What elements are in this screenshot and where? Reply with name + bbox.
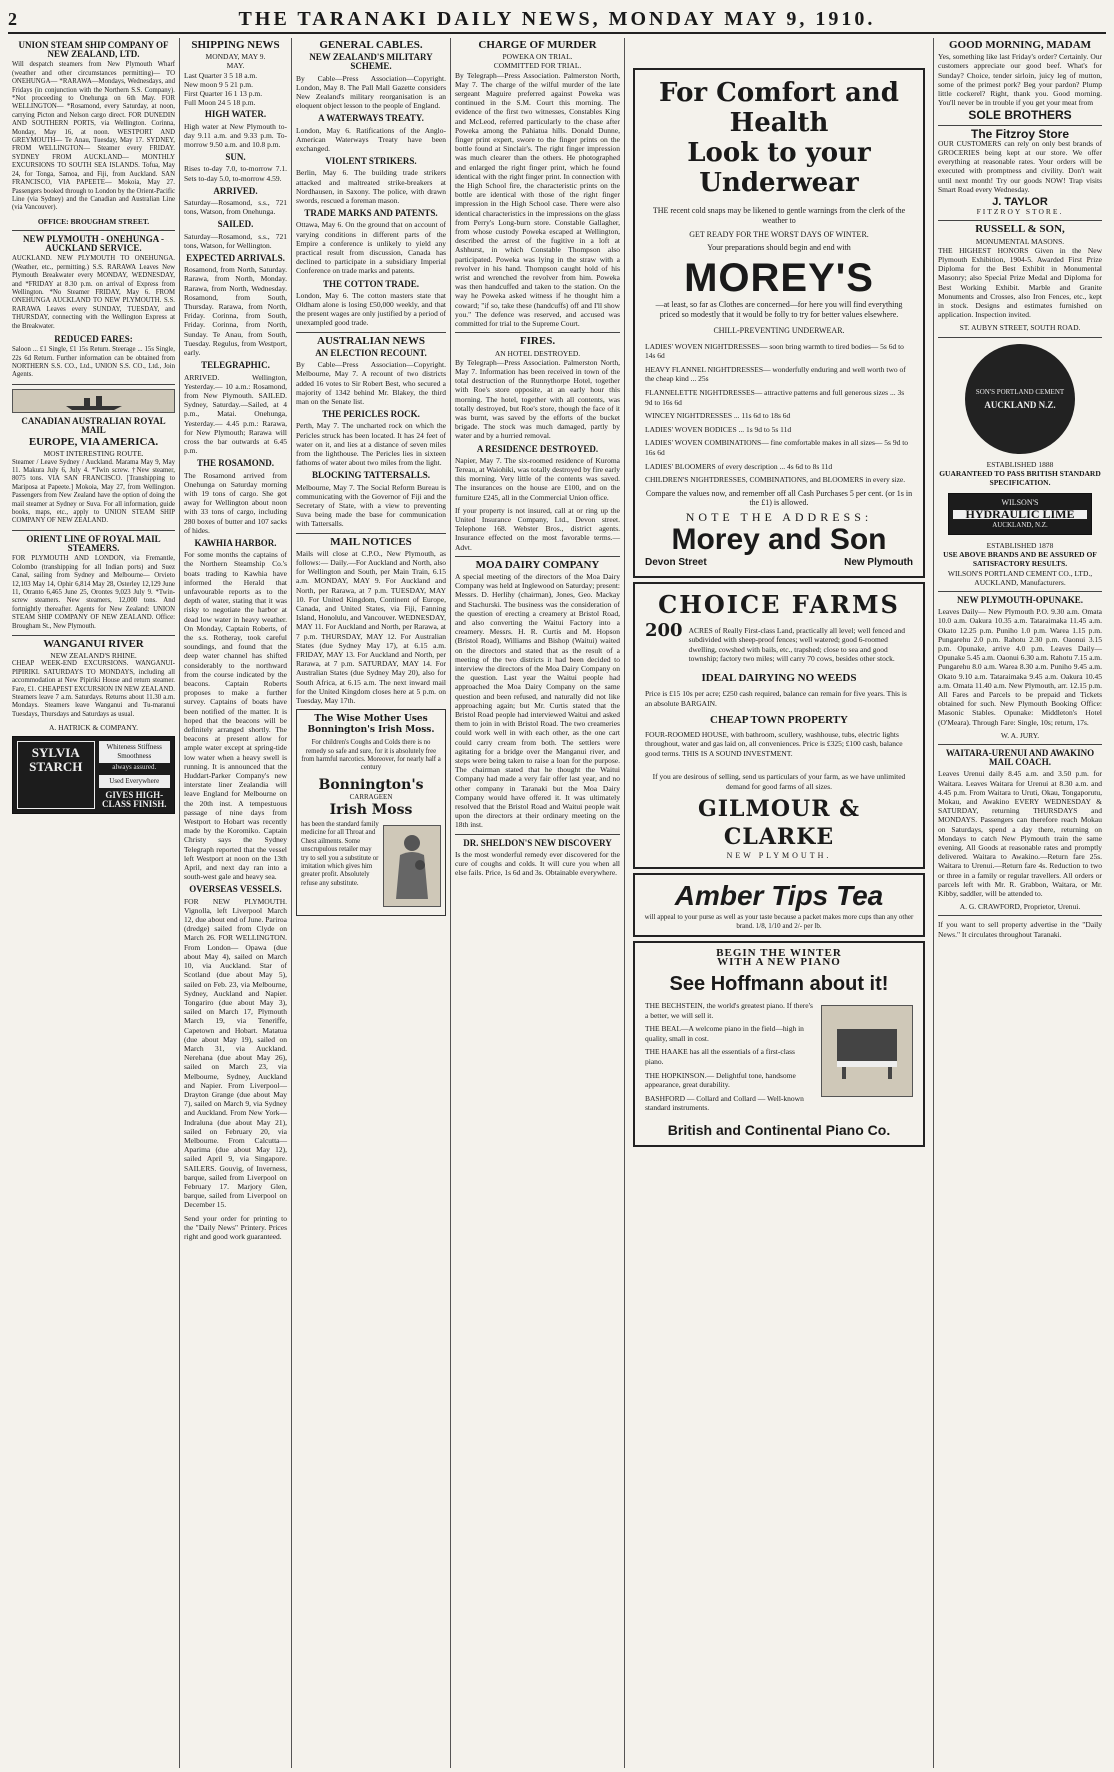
- underwear-item: LADIES' WOVEN NIGHTDRESSES— soon bring warmth to tired bodies— 5s 6d to 14s 6d: [645, 341, 904, 361]
- sylvia-tag2: always assured.: [112, 763, 157, 772]
- cotton-title: THE COTTON TRADE.: [323, 278, 419, 289]
- ship-illustration: [12, 389, 175, 413]
- overseas-title: OVERSEAS VESSELS.: [189, 884, 282, 895]
- hw-title: HIGH WATER.: [204, 109, 267, 120]
- tattersalls-body: Melbourne, May 7. The Social Reform Bureau is communicating with the Governor of Fiji and the Secretary of State, with a view to preventing Suva being made the base for communication with Tattersalls.: [296, 482, 446, 529]
- fitzroy-firm: J. TAYLOR: [992, 196, 1048, 209]
- australian-title: AUSTRALIAN NEWS: [317, 334, 425, 347]
- moa-title: MOA DAIRY COMPANY: [475, 558, 600, 571]
- telegraphic-title: TELEGRAPHIC.: [201, 360, 270, 371]
- hydraulic-lime-label: [948, 493, 1092, 535]
- russell-sub: MONUMENTAL MASONS.: [975, 236, 1065, 246]
- masthead: [8, 6, 1106, 34]
- farms-acres: 200: [645, 619, 683, 641]
- irish-moss-ad: [296, 709, 446, 916]
- column-shipping-news: [180, 38, 292, 1768]
- sole-brothers-firm: SOLE BROTHERS: [968, 108, 1072, 123]
- good-morning-title: GOOD MORNING, MADAM: [948, 39, 1092, 51]
- seal-guarantee: GUARANTEED TO PASS BRITISH STANDARD SPECIFICATION.: [939, 468, 1101, 488]
- amber-tips-body: will appeal to your purse as well as your taste because a packet makes more cups than any other brand. 1/8, 1/10 and 2/- per lb.: [644, 912, 914, 930]
- underwear-item: CHILDREN'S NIGHTDRESSES, COMBINATIONS, and BLOOMERS in every size.: [645, 475, 906, 485]
- pericles-title: THE PERICLES ROCK.: [322, 409, 420, 420]
- fires-title: FIRES.: [519, 335, 556, 348]
- underwear-head2: Look to your Underwear: [687, 138, 871, 198]
- column-news: [451, 38, 625, 1768]
- np-service-body: AUCKLAND. NEW PLYMOUTH TO ONEHUNGA. (Weather, etc., permitting.) S.S. RARAWA Leaves New Plymouth Breakwater every MONDAY, WEDNESDAY, and *FRIDAY at 8.30 p.m. on arrival of Express from Wellington. *No Steamer FRIDAY, May 6. FROM ONEHUNGA AUCKLAND TO NEW PLYMOUTH. S.S. RARAWA Leaves every SUNDAY, TUESDAY, and THURSDAY, connecting with the Wellington Express at the Breakwater.: [12, 255, 175, 330]
- irish-moss-foot: has been the standard family medicine for all Throat and Chest ailments. Some unscrupulous retailer may try to sell you a substitute or imitation which gives him greater profit. Absolutely refuse any substitute.: [301, 821, 379, 887]
- cana-body: Steamer / Leave Sydney / Auckland. Marama May 9, May 11. Makura July 6, July 4. *Twin screw. †New steamer, 8075 tons. VIA SAN FRANCISCO. [Transhipping to Mariposa at Papeete.] Mokoia, May 27, from Wellington. Passengers from New Zealand have the option of doing the mail steamer at Sydney or Suva. For all information, guide books, maps, etc., apply to UNION STEAM SHIP COMPANY OF NEW ZEALAND.: [12, 458, 175, 525]
- murder-sub2: COMMITTED FOR TRIAL.: [493, 61, 582, 71]
- overseas-foot: Send your order for printing to the "Daily News" Printery. Prices right and good work guaranteed.: [184, 1213, 287, 1241]
- lime-use: USE ABOVE BRANDS AND BE ASSURED OF SATISFACTORY RESULTS.: [943, 550, 1097, 569]
- irish-moss-head: The Wise Mother Uses Bonnington's Irish Moss.: [307, 714, 435, 736]
- hoffmann-piano-ad: [633, 941, 925, 1147]
- lime-est: ESTABLISHED 1878: [986, 540, 1054, 550]
- mother-child-icon: [392, 831, 432, 901]
- moreys-brand: MOREY'S: [684, 256, 874, 301]
- piano-head2: WITH A NEW PIANO: [717, 955, 841, 968]
- irish-moss-brand3: Irish Moss: [329, 802, 413, 819]
- seal-ring-text: SON'S PORTLAND CEMENT: [975, 387, 1065, 396]
- opunake-body: Leaves Daily— New Plymouth P.O. 9.30 a.m. Omata 10.0 a.m. Oakura 10.35 a.m. Tataraimaka 11.45 a.m. Okato 12.25 p.m. Puniho 1.0 p.m. Warea 1.15 p.m. Pungarehu 2.0 p.m. Rahotu 2.30 p.m. Oaonui 3.15 p.m. Opunake, arrive 4.0 p.m. Leaves Daily— Opunake 5.45 a.m. Oaonui 6.30 a.m. Rahotu 7.15 a.m. Pungarehu 8.0 a.m. Warea 8.30 a.m. Puniho 9.45 a.m. Okato 9.10 a.m. Tataraimaka 9.45 a.m. Oakura 10.45 a.m. Omata 11.40 a.m. New Plymouth, arr. 12.15 p.m. All Fares and Parcels to be prepaid and Tickets obtained for such. New Plymouth Booking Office: Masonic Stables. Opunake: Middleton's Hotel (O'Meara). Through Fare: Single, 10s; return, 17s.: [938, 607, 1102, 727]
- lime-firm: WILSON'S PORTLAND CEMENT CO., LTD., AUCKLAND, Manufacturers.: [947, 568, 1093, 587]
- columns: [8, 38, 1106, 1768]
- fares-title: REDUCED FARES:: [54, 333, 133, 344]
- arrived-title: ARRIVED.: [213, 185, 258, 196]
- farms-price: Price is £15 10s per acre; £250 cash required, balance can remain for five years. This is an absolute BARGAIN.: [645, 689, 907, 708]
- underwear-item: WINCEY NIGHTDRESSES ... 11s 6d to 18s 6d: [645, 411, 791, 421]
- page-number: 2: [8, 8, 17, 29]
- pericles-body: Perth, May 7. The uncharted rock on which the Pericles struck has been located. It has 24 feet of water on it, and lies at a distance of seven miles from the lighthouse. The Pericles lies in sixteen fathoms of water about two miles from the light.: [296, 421, 446, 468]
- shipping-date: MONDAY, MAY 9.: [205, 52, 266, 62]
- sylvia-tag1: Whiteness Stiffness Smoothness: [99, 741, 171, 763]
- moon-row: First Quarter 16 1 13 p.m.: [184, 89, 263, 99]
- waitara-title: WAITARA-URENUI AND AWAKINO MAIL COACH.: [945, 747, 1095, 768]
- lime-main: HYDRAULIC LIME: [953, 510, 1087, 519]
- wanganui-agent: A. HATRICK & COMPANY.: [49, 723, 138, 733]
- waterways-body: London, May 6. Ratifications of the Anglo-American Waterways Treaty have been exchanged.: [296, 125, 446, 154]
- underwear-intro: THE recent cold snaps may be likened to gentle warnings from the clerk of the weather to: [652, 206, 906, 225]
- residence-title: A RESIDENCE DESTROYED.: [476, 443, 599, 454]
- town-property-title: CHEAP TOWN PROPERTY: [710, 714, 848, 727]
- portland-cement-seal: [938, 344, 1102, 454]
- sailed-body: Saturday—Rosamond, s.s., 721 tons, Watson, for Wellington.: [184, 231, 287, 250]
- irish-moss-brand: Bonnington's: [318, 776, 424, 793]
- strikers-title: VIOLENT STRIKERS.: [325, 156, 417, 167]
- underwear-item: LADIES' WOVEN BODICES ... 1s 9d to 5s 11d: [645, 424, 792, 434]
- fires-body: By Telegraph—Press Association. Palmerston North, May 7. Information has been received in town of the total destruction of the Runnythorpe Hotel, together with Roe's store opposite, at an early hour this morning. The hotel, together with all contents, was totally destroyed, but Roe's store, though the face of it was burnt, was saved by the efforts of the bucket brigade. The stock was much damaged, partly by water and by a hurried removal.: [455, 357, 620, 441]
- morey-street: Devon Street: [645, 557, 707, 569]
- ship-icon: [64, 392, 124, 410]
- residence-body: Napier, May 7. The six-roomed residence of Kuroma Tereau, at Waiohiki, was totally destroyed by fire early this morning. Very little of the contents was saved. The insurances on the house are £100, and on the furniture £245, all in the Commercial Union office.: [455, 455, 620, 502]
- underwear-ready: GET READY FOR THE WORST DAYS OF WINTER.: [689, 230, 869, 239]
- waitara-body: Leaves Urenui daily 8.45 a.m. and 3.50 p.m. for Waitara. Leaves Waitara for Urenui at 8.30 a.m. and 4.45 p.m. From Waitara to Uruti, Okau, Tongaporutu, Mokau, and Awakino EVERY WEDNESDAY & SATURDAY, returning THURSDAYS and MONDAYS. Passengers can therefore reach Mokau on Saturdays, spend a day there, returning on Mondays to catch New Plymouth train the same evening. All Goods at reasonable rates and promptly delivered. Waitara to Awakino.—Return fare 25s. Waitara to Urenui.—Return fare 4s. Reduction to two or three in a family or regular travellers. All orders or parcels left with Mr. R. Grabbon, Waitara, or Mr. Kibby, saddler, will be attended to.: [938, 769, 1102, 899]
- piano-see: See Hoffmann about it!: [669, 973, 889, 996]
- morey-town: New Plymouth: [844, 557, 913, 569]
- underwear-least: —at least, so far as Clothes are concerned—for here you will find everything priced so modestly that it would be folly to try for better values elsewhere.: [655, 300, 903, 320]
- piano-firm: British and Continental Piano Co.: [667, 1122, 891, 1139]
- rosamond-title: THE ROSAMOND.: [196, 458, 274, 469]
- strikers-body: Berlin, May 6. The building trade strikers attacked and maltreated strike-breakers at Nordhausen, in Saxony. The police, with drawn swords, rescued a foreman mason.: [296, 168, 446, 206]
- moon-title: MAY.: [226, 61, 245, 71]
- overseas-body: FOR NEW PLYMOUTH. Vignolla, left Liverpool March 12, due about end of June. Pariroa (dredge) sailed from Clyde on March 26. FOR WELLINGTON. From London— Opawa (due about May 4), sailed on March 10, via Auckland. Star of Scotland (due about May 5), sailed on Feb. 23, via Melbourne, Sydney, Auckland and Napier. Tongariro (due about May 3), sailed on March 17, Plymouth March 19, via Teneriffe, Capetown and Hobart. Matatua (due about May 19), sailed on March 31, via Auckland. Nerehana (due about May 26), sailed on March 23, via Melbourne, Sydney, Auckland and Napier. From Liverpool— Drayton Grange (due about May 7), sailed on March 9, via Sydney and Auckland. From New York— Indraluna (due about May 21), sailed on February 20, via Melbourne. From Calcutta— Aparima (due about May 12), sailed April 9, via Singapore. SAILERS. Gouvig, of Inverness, barque, sailed from Liverpool on February 17. Marjory Glen, barque, sailed from Liverpool on December 15.: [184, 896, 287, 1210]
- sylvia-brand: SYLVIA STARCH: [17, 741, 95, 809]
- russell-title: RUSSELL & SON,: [975, 223, 1065, 236]
- union-body: Will despatch steamers from New Plymouth Wharf (weather and other circumstances permitting)— TO ONEHUNGA— *RARAWA—Mondays, Wednesdays, and Fridays (in conjunction with the Northern S.S. Company). *Not proceeding to Onehunga on 6th May. FOR WELLINGTON— *Rosamond, every Saturday, at noon, carrying Picton and Nelson cargo direct. FOR DUNEDIN AND SOUTHERN PORTS, via Wellington. Corinna, Monday, May 16, at noon. WESTPORT AND GREYMOUTH— Te Anau, Tuesday, May 17. SYDNEY, FROM WELLINGTON— Steamer every FRIDAY. SYDNEY FROM AUCKLAND— MONTHLY EXCURSIONS TO SOUTH SEA ISLANDS. Tofua, May 24, for Tonga, Samoa, and Fiji, from Auckland. SAN FRANCISCO, VIA PAPEETE— Mokoia, May 27. Passengers booked through to London by the Orient-Pacific Line (via Sydney) and the Canadian and Australian Line (via Vancouver).: [12, 61, 175, 212]
- russell-addr: ST. AUBYN STREET, SOUTH ROAD.: [959, 323, 1081, 333]
- cables-title: GENERAL CABLES.: [319, 39, 423, 51]
- cotton-body: London, May 6. The cotton masters state that Oldham alone is losing £50,000 weekly, and that the present wages are only justified by a period of unexampled good trade.: [296, 290, 446, 328]
- underwear-head1: For Comfort and Health: [659, 78, 899, 138]
- sheldon-body: Is the most wonderful remedy ever discovered for the cure of coughs and colds. It will cure you when all else fails. Price, 1s 6d and 3s. Obtainable everywhere.: [455, 849, 620, 878]
- wanganui-title: WANGANUI RIVER: [43, 637, 144, 650]
- choice-farms-ad: [633, 582, 925, 869]
- rosamond-body: The Rosamond arrived from Onehunga on Saturday morning with 19 tons of cargo. She got away for Wellington about noon with 33 tons of cargo, including 280 boxes of butter and 107 sacks of hides.: [184, 470, 287, 535]
- piano-icon: [832, 1021, 902, 1081]
- underwear-compare: Compare the values now, and remember off all Cash Purchases 5 per cent. (or 1s in the £1) is allowed.: [645, 488, 913, 507]
- kawhia-body: For some months the captains of the Northern Steamship Co.'s boats trading to Kawhia have informed the Herald that unfavourable reports as to the depth of water, stating that it was risky to negotiate the harbor at dead low water in heavy weather. On Monday, Captain Roberts, of the s.s. Rotheray, took careful soundings, and found that the deep water channel has shifted considerably to the northward from the course indicated by the beacons. Captain Roberts proposes to make a further survey. Captains of boats have been notified of the matter. It is hoped that the beacons will be definitely arranged shortly. The beacons at present allow for ample water except at spring-tide low water when a heavy swell is running. It is announced that the Huddart-Parker Company's new interstate liner Zealandia will leave England for Melbourne on the 20th inst. A tempestuous passage of nine days from Westport to Hobart was recently made by the Koromiko. Captain Christy says the Sydney Telegraph reported that the vessel left Westport at noon on the 13th April, and next day ran into a south-west gale and heavy sea.: [184, 550, 287, 882]
- irish-moss-brand2: CARRAGEEN: [349, 792, 393, 801]
- kawhia-title: KAWHIA HARBOR.: [194, 537, 277, 548]
- gilmour-clarke-town: NEW PLYMOUTH.: [726, 851, 832, 861]
- waitara-firm: A. G. CRAWFORD, Proprietor, Urenui.: [959, 902, 1081, 912]
- moon-row: Full Moon 24 5 18 p.m.: [184, 98, 256, 108]
- amber-tips-ad: [633, 873, 925, 937]
- sheldon-title: DR. SHELDON'S NEW DISCOVERY: [463, 837, 612, 848]
- orient-body: FOR PLYMOUTH AND LONDON, via Fremantle, Colombo (transhipping for all Indian ports) and Suez Canal, sailing from Sydney and Melbourne— Orvieto 12,103 May 14, Ophir 6,814 May 28, Osterley 12,129 June 11, Otranto 6,465 June 25, Orontes 9,023 July 9. *Twin-screw steamers. New steamers, 12,000 tons. And fortnightly thereafter. Agents for New Zealand: UNION STEAM SHIP COMPANY OF NEW ZEALAND. Office: Brougham St., New Plymouth.: [12, 555, 175, 630]
- piano-item: THE BEAL—A welcome piano in the field—high in quality, small in cost.: [645, 1024, 804, 1043]
- murder-sub: POWEKA ON TRIAL.: [502, 52, 573, 62]
- underwear-item: LADIES' BLOOMERS of every description ... 4s 6d to 8s 11d: [645, 461, 833, 471]
- underwear-item: FLANNELETTE NIGHTDRESSES— attractive patterns and full generous sizes ... 3s 9d to 16s 6d: [645, 387, 905, 407]
- expected-title: EXPECTED ARRIVALS.: [186, 253, 285, 264]
- union-title: UNION STEAM SHIP COMPANY OF NEW ZEALAND, LTD.: [18, 40, 169, 60]
- piano-item: THE HOPKINSON.— Delightful tone, handsome appearance, great durability.: [645, 1070, 796, 1090]
- seal-established: ESTABLISHED 1888: [986, 459, 1054, 469]
- mother-illustration: [383, 825, 441, 907]
- mail-title: MAIL NOTICES: [330, 535, 412, 548]
- hw-body: High water at New Plymouth to-day 9.11 a.m. and 9.33 p.m. To-morrow 9.50 a.m. and 10.8 p.m.: [184, 121, 287, 150]
- column-display-ads: [625, 38, 934, 1768]
- cana-route: MOST INTERESTING ROUTE.: [43, 449, 144, 459]
- murder-body: By Telegraph—Press Association. Palmerston North, May 7. The charge of the wilful murder of the late sergeant Maguire preferred against Poweka was continued in the S.M. Court this morning. The evidence of the first two witnesses, Constables King and McLeod, referred particularly to the chase after Poweka among the Pahiatua hills. Donald Dunne, finger print expert, swore to the finger prints on the bottle found at Sinclair's. The right finger impression was much clearer than the others. He photographed and enlarged the right finger print, which he found identical with the right finger print. In connection with the High School fire, the characteristic prints on the bottle are identical with those of the right finger impression in the High School case. There were also identical characteristics in the impressions on the glass from Perry's Long-burn store. Constable Gallagher, from whose custody Poweka escaped at Wellington, described the arrest of the fugitive in a loft at Ashhurst, in which Constable Thompson also participated. Poweka was lying in the straw with a revolver in his hand. Thompson caught hold of his wrist and wrenched the revolver from him. Poweka was then handcuffed and taken to the station. On the way he Poweka asked witness if he thought him a coward; "if so, take these (handcuffs) off and I'll show you." The defence was reserved, and accused was committed for trial to the Supreme Court.: [455, 70, 620, 329]
- recount-body: By Cable—Press Association—Copyright. Melbourne, May 7. A recount of two districts added 16 votes to Sir Robert Best, who secured a majority of 1342 behind Mr. Blakey, the third man on the Senate list.: [296, 360, 446, 406]
- fires-sub: AN HOTEL DESTROYED.: [494, 348, 581, 358]
- union-office: OFFICE: BROUGHAM STREET.: [37, 216, 150, 226]
- column-cables: [292, 38, 451, 1768]
- lime-bottom: AUCKLAND, N.Z.: [992, 520, 1048, 529]
- telegraphic-body: ARRIVED. Wellington, Yesterday.— 10 a.m.: Rosamond, from New Plymouth. SAILED. Sydney, Saturday.—Sailed, at 4 p.m., Matai. Onehunga, Yesterday.— 4.45 p.m.: Rarawa, for New Plymouth; Rarawa will cross the bar outwards at 6.45 p.m.: [184, 372, 287, 456]
- farms-title: CHOICE FARMS: [658, 589, 900, 619]
- gilmour-clarke-firm: GILMOUR & CLARKE: [697, 796, 861, 851]
- expected-body: Rosamond, from North, Saturday. Rarawa, from North, Monday. Rarawa, from North, Wednesday. Rosamond, from South, Thursday. Rarawa, from North, Friday. Corinna, from South, Friday. Corinna, from North, Sunday. Te Anau, from South, Tuesday. Regulus, from Westport, early.: [184, 265, 287, 358]
- russell-body: THE HIGHEST HONORS Given in the New Plymouth Exhibition, 1904-5. Awarded First Prize Diploma for the Best Exhibit in Monumental Masonry; also Special Prize Medal and Diploma for Best Working Exhibit. Marble and Granite Monuments and Crosses, also Iron Fences, etc., kept in stock. Designs and estimates furnished on application. Inspection invited.: [938, 245, 1102, 320]
- wanganui-body: CHEAP WEEK-END EXCURSIONS. WANGANUI-PIPIRIKI. SATURDAYS TO MONDAYS, including all accommodation at New Pipiriki House and return steamer. Fare, £1. CHEAPEST EXCURSION IN NEW ZEALAND. Steamers leave 7 a.m. Saturdays. Returns about 11.30 a.m. Mondays. Steamers leave Wanganui and Tu-maranui Tuesdays, Thursdays and Saturdays as usual.: [12, 660, 175, 718]
- piano-item: BASHFORD — Collard and Collard — Well-known standard instruments.: [645, 1093, 804, 1113]
- underwear-note: NOTE THE ADDRESS:: [685, 510, 873, 525]
- waterways-title: A WATERWAYS TREATY.: [318, 113, 424, 124]
- military-body: By Cable—Press Association—Copyright. London, May 8. The Pall Mall Gazette considers New Zealand's military reorganisation is an eloquent object lesson to the people of England.: [296, 73, 446, 111]
- trademarks-body: Ottawa, May 6. On the ground that on account of varying conditions in different parts of the Empire a conference is unlikely to yield any practical result from discussion, Canada has declined to participate in a subsidiary Imperial Conference on trade marks and patents.: [296, 220, 446, 276]
- underwear-prep: Your preparations should begin and end with: [707, 243, 851, 253]
- military-title: NEW ZEALAND'S MILITARY SCHEME.: [309, 52, 433, 72]
- murder-title: CHARGE OF MURDER: [478, 39, 597, 51]
- moa-body: A special meeting of the directors of the Moa Dairy Company was held at Inglewood on Saturday; present: Messrs. D. Herlihy (chairman), Jones, Geo. Mackay and Stachurski. The business was the consideration of the question of erecting a creamery at Bristol Road, and also converting the Waitui Factory into a creamery. Messrs. H. R. Curtis and M. Hopson (Bristol Road), Williams and Bishop (Waitui) waited on the directors and stated that as the result of a meeting of the two districts it had been decided to interview the directors of the Moa Dairy Company on the question. Last year the Waitui people had approached the Moa Dairy Company on the same question and been refused, and naturally did not like approaching again; but Mr. Curtis stated that the Bristol Road people had interviewed Waitui and asked them to join in with Bristol Road. The two creameries could work well in with each other, as the one cart could carry cream from both. The settlers were agitating for a bridge over the Manganui river, and steps were being taken to raise a loan for the purpose. The chairman stated that he thought the Waitui Company had made a very fair offer last year, and no other company in Taranaki but the Moa Dairy Company would have offered it. It was ultimately resolved that the Bristol Road and Waitui people wait upon the directors at their ordinary meeting on the 18th inst.: [455, 571, 620, 830]
- tattersalls-title: BLOCKING TATTERSALLS.: [311, 470, 431, 481]
- piano-item: THE HAAKE has all the essentials of a first-class piano.: [645, 1047, 795, 1067]
- town-property-foot: If you are desirous of selling, send us particulars of your farm, as we have unlimited demand for good farms of all sizes.: [652, 772, 906, 791]
- shipping-title: SHIPPING NEWS: [191, 39, 280, 51]
- seal-center-text: AUCKLAND N.Z.: [984, 399, 1056, 410]
- opunake-title: NEW PLYMOUTH-OPUNAKE.: [956, 594, 1083, 605]
- sylvia-tag4: GIVES HIGH-CLASS FINISH.: [101, 790, 167, 810]
- property-advert-note: If you want to sell property advertise in the "Daily News." It circulates throughout Taranaki.: [938, 920, 1102, 939]
- underwear-sub: CHILL-PREVENTING UNDERWEAR.: [713, 326, 845, 336]
- np-service-title: NEW PLYMOUTH - ONEHUNGA - AUCKLAND SERVICE.: [22, 233, 164, 254]
- underwear-item: LADIES' WOVEN COMBINATIONS— fine comfortable makes in all sizes— 5s 9d to 16s 6d: [645, 438, 909, 457]
- lime-top: WILSON'S: [1001, 498, 1039, 508]
- mail-body: Mails will close at C.P.O., New Plymouth, as follows:— Daily.—For Auckland and North, also for Wellington and South, per Main Train, 6.15 a.m. MONDAY, MAY 9. For Auckland and North, per Rarawa, at 7 p.m. TUESDAY, MAY 10. For United Kingdom, Continent of Europe, Canada, and United States, via Fiji, Fanning Island, Honolulu, and Vancouver. WEDNESDAY, MAY 11. For Auckland and North, per Rarawa, at 7 p.m. THURSDAY, MAY 12. For Australian States (due Sydney May 17), at 6.15 a.m. FRIDAY, MAY 13. For Auckland and North, per Rarawa, at 7 p.m. SATURDAY, MAY 14. For Australian States (due Sydney May 20), also for South Africa, at 6.15 a.m. The next inward mail for the United Kingdom closes here at 5 p.m. on Tuesday, May 17th.: [296, 548, 446, 705]
- newspaper-title: THE TARANAKI DAILY NEWS, MONDAY MAY 9, 1910.: [238, 7, 876, 30]
- piano-illustration: [821, 1005, 913, 1097]
- sylvia-tag3: Used Everywhere: [99, 775, 171, 788]
- wanganui-sub: NEW ZEALAND'S RHINE.: [50, 651, 137, 661]
- fitzroy-title: The Fitzroy Store: [970, 126, 1069, 141]
- amber-tips-head: Amber Tips Tea: [674, 879, 884, 911]
- fares-body: Saloon ... £1 Single, £1 15s Return. Steerage ... 15s Single, 22s 6d Return. Further information can be obtained from NORTHERN S.S. CO., Ltd., UNION S.S. CO., Ltd., Join Agents.: [12, 346, 175, 379]
- orient-title: ORIENT LINE OF ROYAL MAIL STEAMERS.: [26, 533, 161, 554]
- moon-row: Last Quarter 3 5 18 a.m.: [184, 70, 258, 80]
- piano-item: THE BECHSTEIN, the world's greatest piano. If there's a better, we will sell it.: [645, 1001, 813, 1020]
- trademarks-title: TRADE MARKS AND PATENTS.: [304, 208, 438, 219]
- column-local-ads: [934, 38, 1106, 1768]
- insurance-notice: If your property is not insured, call at or ring up the United Insurance Company, Ltd., Devon street. Telephone 168. Webster Bros., district agents. Insurance effected on the most favorable terms.—Advt.: [455, 505, 620, 552]
- cana-sub: EUROPE, VIA AMERICA.: [28, 436, 159, 449]
- town-property-body: FOUR-ROOMED HOUSE, with bathroom, scullery, washhouse, tubs, electric lights throughout, water and gas laid on, all conveniences. Price is £325; £100 cash, balance good terms. THIS IS A SOUND INVESTMENT.: [645, 729, 903, 758]
- opunake-firm: W. A. JURY.: [1000, 730, 1040, 740]
- sun-title: SUN.: [225, 152, 246, 163]
- morey-son-firm: Morey and Son: [671, 523, 887, 557]
- moreys-ad: [633, 68, 925, 578]
- cana-title: CANADIAN AUSTRALIAN ROYAL MAIL: [21, 415, 166, 436]
- moon-row: New moon 9 5 21 p.m.: [184, 79, 253, 89]
- farms-sub: IDEAL DAIRYING NO WEEDS: [701, 671, 857, 684]
- good-morning-body: Yes, something like last Friday's order? Certainly. Our customers appreciate our good beef. What's for Sunday? Choice, tender sirloin, juicy leg of mutton, some of the primest pork? Beg your pardon? Plump little cockerel? Right, thank you. Good morning. You'll never be in trouble if you get your meat from: [938, 52, 1102, 108]
- sylvia-starch-ad: [12, 736, 175, 814]
- irish-moss-text: For children's Coughs and Colds there is no remedy so safe and sure, for it is absolutely free from harmful narcotics. Moreover, for nearly half a century: [301, 739, 441, 772]
- recount-title: AN ELECTION RECOUNT.: [315, 347, 427, 358]
- farms-body: ACRES of Really First-class Land, practically all level; well fenced and subdivided with sheep-proof fences; well watered; good 6-roomed dwelling, cowshed with bails, etc., trapshed; close to sea and good township; factory two miles; will carry 70 cows, besides other stock.: [688, 625, 905, 664]
- column-shipping-ads: [8, 38, 180, 1768]
- sailed-title: SAILED.: [217, 219, 254, 230]
- fitzroy-body: OUR CUSTOMERS can rely on only best brands of GROCERIES being kept at our store. We offer everything at reasonable rates. Your orders will be executed with promptness and civility. Don't wait until next month! Try our goods NOW! Trap visits Smart Road every Wednesday.: [938, 138, 1102, 194]
- sun-body: Rises to-day 7.0, to-morrow 7.1. Sets to-day 5.0, to-morrow 4.59.: [184, 164, 287, 183]
- piano-head1: BEGIN THE WINTER: [716, 946, 842, 959]
- fitzroy-sub: FITZROY STORE.: [976, 207, 1064, 217]
- arrived-body: Saturday—Rosamond, s.s., 721 tons, Watson, from Onehunga.: [184, 198, 287, 217]
- underwear-item: HEAVY FLANNEL NIGHTDRESSES— wonderfully enduring and well worth two of the cheap kind ... 25s: [645, 364, 906, 384]
